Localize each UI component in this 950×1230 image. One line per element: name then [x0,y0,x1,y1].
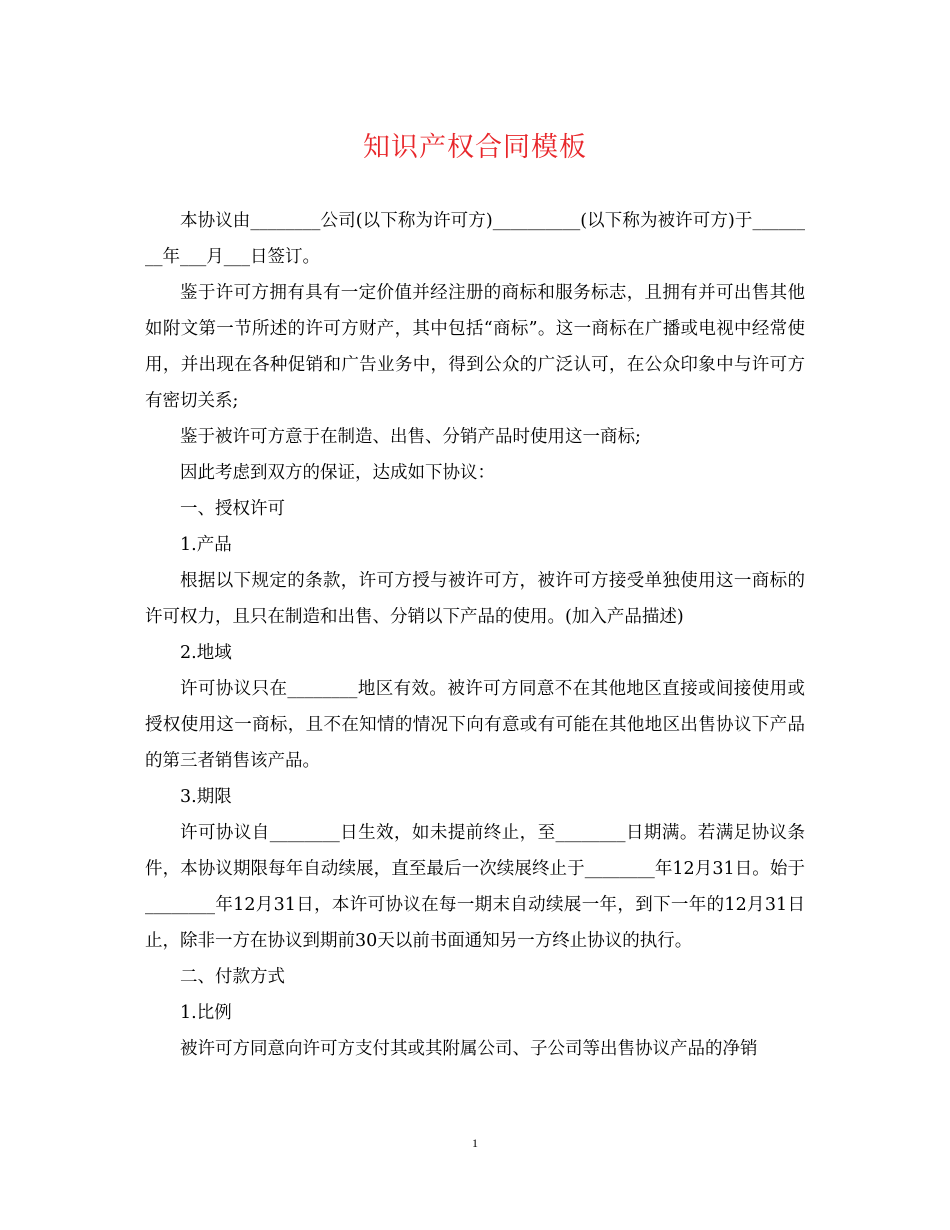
clause-heading-ratio: 1.比例 [180,1003,232,1023]
paragraph-ratio: 被许可方同意向许可方支付其或其附属公司、子公司等出售协议产品的净销 [180,1039,758,1059]
page-number: 1 [472,1136,478,1150]
paragraph-term: 许可协议自________日生效，如未提前终止，至________日期满。若满足协议条件，本协议期限每年自动续展，直至最后一次续展终止于________年12月31日。始于________年12月31日，本许可协议在每一期末自动续展一年，到下一年的12月31日止，除非一方在协议到期前30天以前书面通知另一方终止协议的执行。 [145,823,805,951]
document-body [145,203,805,1067]
paragraph-agreement-parties: 本协议由________公司(以下称为许可方)__________(以下称为被许可方)于________年___月___日签订。 [145,211,805,267]
section-heading-payment: 二、付款方式 [180,967,285,987]
clause-heading-products: 1.产品 [180,535,232,555]
document-title: 知识产权合同模板 [363,132,587,163]
paragraph-therefore: 因此考虑到双方的保证，达成如下协议： [180,463,495,483]
section-heading-grant: 一、授权许可 [180,499,285,519]
clause-heading-term: 3.期限 [180,787,232,807]
paragraph-territory: 许可协议只在________地区有效。被许可方同意不在其他地区直接或间接使用或授权使用这一商标，且不在知情的情况下向有意或有可能在其他地区出售协议下产品的第三者销售该产品。 [145,679,805,771]
paragraph-whereas-trademark: 鉴于许可方拥有具有一定价值并经注册的商标和服务标志，且拥有并可出售其他如附文第一节所述的许可方财产，其中包括“商标”。这一商标在广播或电视中经常使用，并出现在各种促销和广告业务中，得到公众的广泛认可，在公众印象中与许可方有密切关系; [145,283,805,411]
paragraph-whereas-licensee: 鉴于被许可方意于在制造、出售、分销产品时使用这一商标; [180,427,641,447]
paragraph-products: 根据以下规定的条款，许可方授与被许可方，被许可方接受单独使用这一商标的许可权力，且只在制造和出售、分销以下产品的使用。(加入产品描述) [145,571,805,627]
clause-heading-territory: 2.地域 [180,643,232,663]
